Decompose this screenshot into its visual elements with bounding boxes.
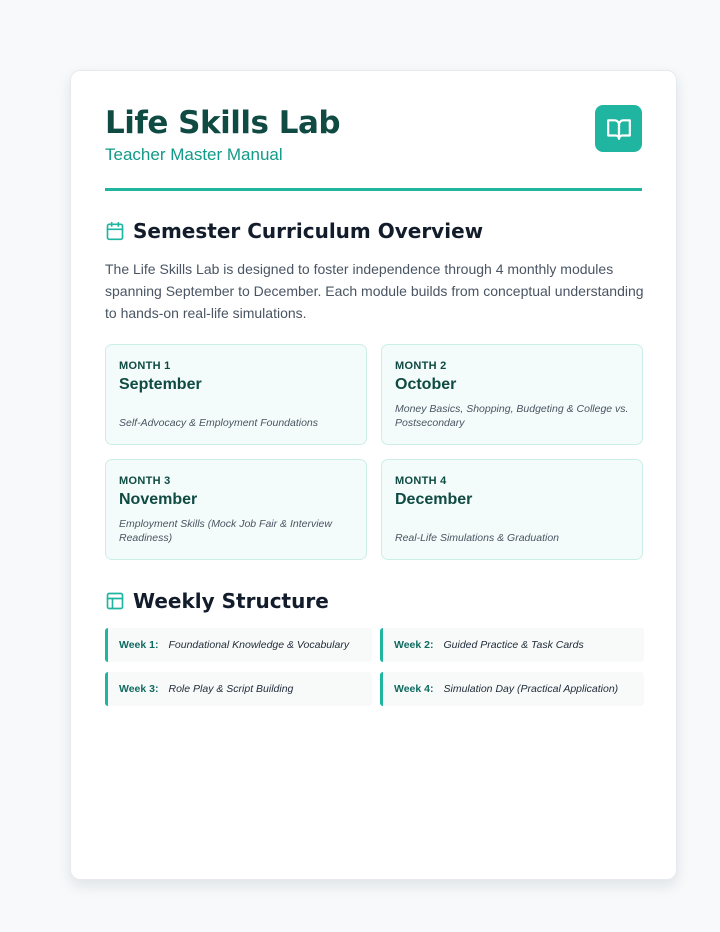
month-card: [381, 344, 643, 445]
month-name: September: [119, 376, 202, 393]
month-description: Employment Skills (Mock Job Fair & Interview Readiness): [119, 518, 332, 544]
month-card: [381, 459, 643, 560]
overview-heading: [105, 219, 483, 243]
month-description: Self-Advocacy & Employment Foundations: [119, 417, 319, 429]
week-description: Guided Practice & Task Cards: [443, 639, 584, 651]
book-open-icon: [595, 105, 642, 152]
month-name: December: [395, 491, 473, 508]
weekly-heading: [105, 589, 329, 613]
week-description: Foundational Knowledge & Vocabulary: [168, 639, 350, 651]
layout-icon: [105, 591, 125, 611]
month-number: MONTH 3: [119, 475, 171, 487]
month-number: MONTH 1: [119, 360, 171, 372]
month-card: [105, 459, 367, 560]
weekly-title: Weekly Structure: [133, 589, 329, 613]
week-label: Week 1:: [119, 639, 159, 651]
page-title: Life Skills Lab: [105, 105, 341, 141]
week-label: Week 2:: [394, 639, 434, 651]
month-number: MONTH 4: [395, 475, 447, 487]
month-card: [105, 344, 367, 445]
month-description: Money Basics, Shopping, Budgeting & College vs. Postsecondary: [395, 403, 629, 429]
overview-title: Semester Curriculum Overview: [133, 219, 484, 243]
week-item: [105, 628, 372, 662]
manual-card: [70, 70, 677, 880]
week-item: [380, 672, 644, 706]
month-description: Real-Life Simulations & Graduation: [395, 532, 560, 544]
month-name: October: [395, 376, 457, 393]
manual-header: [105, 105, 642, 191]
page-subtitle: Teacher Master Manual: [105, 145, 283, 164]
month-grid: [105, 344, 644, 560]
week-label: Week 3:: [119, 683, 159, 695]
week-description: Role Play & Script Building: [168, 683, 294, 695]
overview-intro: The Life Skills Lab is designed to foster independence through 4 monthly modules spanning September to December. Each module builds from conceptual understanding to hands-on real-life simulations.: [105, 261, 644, 321]
week-description: Simulation Day (Practical Application): [443, 683, 619, 695]
week-item: [105, 672, 372, 706]
week-grid: [105, 628, 644, 706]
month-name: November: [119, 491, 198, 508]
calendar-icon: [105, 221, 125, 241]
month-number: MONTH 2: [395, 360, 447, 372]
week-item: [380, 628, 644, 662]
week-label: Week 4:: [394, 683, 434, 695]
